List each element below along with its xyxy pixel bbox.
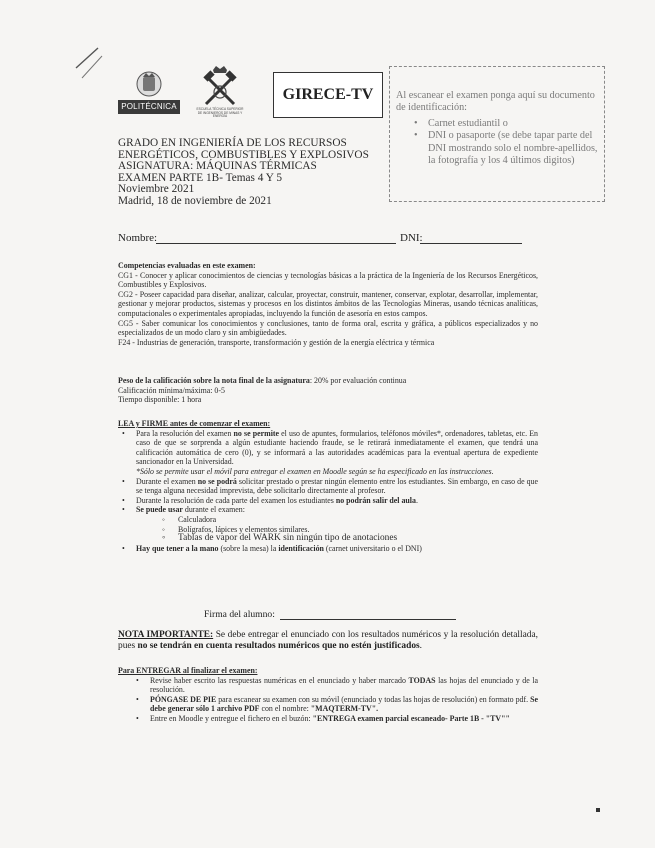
step-scan: • PÓNGASE DE PIE para escanear su examen con su móvil (enunciado y todas las hojas de resolución) en formato pdf. Se debe generar sólo 1 archivo PDF con el nombre: "MAQTERM-TV". <box>132 695 538 714</box>
subject-line: ASIGNATURA: MÁQUINAS TÉRMICAS <box>118 160 317 173</box>
dni-field[interactable] <box>420 243 522 244</box>
nota-title: NOTA IMPORTANTE: <box>118 630 214 640</box>
peso-section: Peso de la calificación sobre la nota final de la asignatura: 20% por evaluación continua Calificación mínima/máxima: 0-5 Tiempo disponible: 1 hora <box>118 376 538 405</box>
upm-label: POLITÉCNICA <box>118 100 180 114</box>
exam-part-line: EXAMEN PARTE 1B- Temas 4 Y 5 <box>118 171 283 184</box>
name-dni-row <box>118 232 538 246</box>
id-option-dni: • DNI o pasaporte (se debe tapar parte del DNI mostrando solo el nombre-apellidos, la fotografía y los 4 últimos digitos) <box>396 130 602 167</box>
id-option-carnet: • Carnet estudiantil o <box>396 118 602 130</box>
group-label-box: GIRECE-TV <box>273 72 383 118</box>
nombre-label: Nombre: <box>118 232 158 244</box>
nota-importante: NOTA IMPORTANTE: Se debe entregar el enunciado con los resultados numéricos y la resolución detallada, pues no se tendrán en cuenta resultados numéricos que no estén justificados. <box>118 630 538 652</box>
rule-id-on-desk: • Hay que tener a la mano (sobre la mesa) la identificación (carnet universitario o el DNI) <box>118 544 538 554</box>
allowed-calculator: ◦ Calculadora <box>136 515 538 525</box>
minas-caption: ESCUELA TÉCNICA SUPERIOR DE INGENIEROS DE MINAS Y ENERGÍA <box>196 107 244 119</box>
mobile-note: *Sólo se permite usar el móvil para entregar el examen en Moodle según se ha especificado en las instrucciones. <box>136 466 494 476</box>
rule-allowed: • Se puede usar durante el examen: ◦ Calculadora ◦ Bolígrafos, lápices y elementos similares. ◦ Tablas de vapor del WARK sin ningún tipo de anotaciones <box>118 505 538 543</box>
calificacion-line: Calificación mínima/máxima: 0-5 <box>118 385 225 395</box>
allowed-steam-tables: ◦ Tablas de vapor del WARK sin ningún tipo de anotaciones <box>136 534 538 544</box>
signature-field[interactable] <box>280 619 456 620</box>
competencias-title: Competencias evaluadas en este examen: <box>118 261 256 270</box>
degree-line-1: GRADO EN INGENIERÍA DE LOS RECURSOS <box>118 137 347 149</box>
id-box-instructions: Al escanear el examen ponga aquí su documento de identificación: <box>396 90 595 114</box>
competencia-cg2: CG2 - Poseer capacidad para diseñar, analizar, calcular, proyectar, construir, mantener, conservar, explotar, desarrollar, implementar, gestionar y mejorar productos, sistemas y procesos en los distintos ámbitos de las Tecnologías Mineras, usando técnicas analíticas, computacionales o experimentales apropiadas, incluyendo la función de asesoría en estos campos. <box>118 289 538 318</box>
step-upload: • Entre en Moodle y entregue el fichero en el buzón: "ENTREGA examen parcial escaneado- Parte 1B - "TV"" <box>132 714 538 724</box>
rule-no-lending: • Durante el examen no se podrá solicitar prestado o prestar ningún elemento entre los estudiantes. Sin embargo, en caso de que se tenga alguna necesidad imprevista, debe solicitarlo directamente al profesor. <box>118 477 538 496</box>
rule-no-leaving: • Durante la resolución de cada parte del examen los estudiantes no podrán salir del aula. <box>118 496 538 506</box>
scan-speck <box>596 808 600 812</box>
minas-logo <box>196 64 244 120</box>
competencias-section <box>118 261 538 347</box>
entregar-steps <box>118 676 538 724</box>
lea-section <box>118 419 538 553</box>
degree-line-2: ENERGÉTICOS, COMBUSTIBLES Y EXPLOSIVOS <box>118 148 369 161</box>
entregar-title: Para ENTREGAR al finalizar el examen: <box>118 666 258 675</box>
allowed-pens: ◦ Bolígrafos, lápices y elementos similares. <box>136 525 538 535</box>
dni-label: DNI: <box>400 232 423 244</box>
nombre-field[interactable] <box>156 243 396 244</box>
allowed-items <box>136 515 538 544</box>
peso-value: 20% por evaluación continua <box>314 376 407 385</box>
rule-no-materials: • Para la resolución del examen no se permite el uso de apuntes, formularios, teléfonos móviles*, ordenadores, tabletas, etc. En caso de que se sorprenda a algún estudiante haciendo fraude, se le retirará inmediatamente el examen, que tendrá una calificación automática de cero (0), y se informará a las autoridades académicas para la eventual apertura de expediente sancionador en la Universidad. *Sólo se permite usar el móvil para entregar el examen en Moodle según se ha especificado en las instrucciones. <box>118 429 538 477</box>
tiempo-line: Tiempo disponible: 1 hora <box>118 395 202 405</box>
entregar-section <box>118 666 538 724</box>
exam-header <box>118 138 388 208</box>
competencia-f24: F24 - Industrias de generación, transporte, transformación y gestión de la energía eléctrica y térmica <box>118 337 435 347</box>
step-review: • Revise haber escrito las respuestas numéricas en el enunciado y haber marcado TODAS las hojas del enunciado y de la resolución. <box>132 676 538 695</box>
date-line: Madrid, 18 de noviembre de 2021 <box>118 194 272 207</box>
peso-label: Peso de la calificación sobre la nota final de la asignatura <box>118 376 310 385</box>
crown-shield-icon <box>118 70 180 100</box>
crossed-hammers-icon <box>196 64 244 108</box>
month-line: Noviembre 2021 <box>118 183 195 196</box>
pen-mark <box>74 44 104 84</box>
firma-label: Firma del alumno: <box>204 609 275 620</box>
lea-rules <box>118 429 538 554</box>
lea-title: LEA y FIRME antes de comenzar el examen: <box>118 419 271 428</box>
competencia-cg5: CG5 - Saber comunicar los conocimientos y conclusiones, tanto de forma oral, escrita y gráfica, a públicos especializados y no especializados de un modo claro y sin ambigüedades. <box>118 318 538 338</box>
signature-row <box>204 609 464 623</box>
id-box-list <box>396 118 602 168</box>
competencia-cg1: CG1 - Conocer y aplicar conocimientos de ciencias y tecnologías básicas a la práctica de la Ingeniería de los Recursos Energéticos, Combustibles y Explosivos. <box>118 270 538 290</box>
upm-logo <box>118 70 180 118</box>
